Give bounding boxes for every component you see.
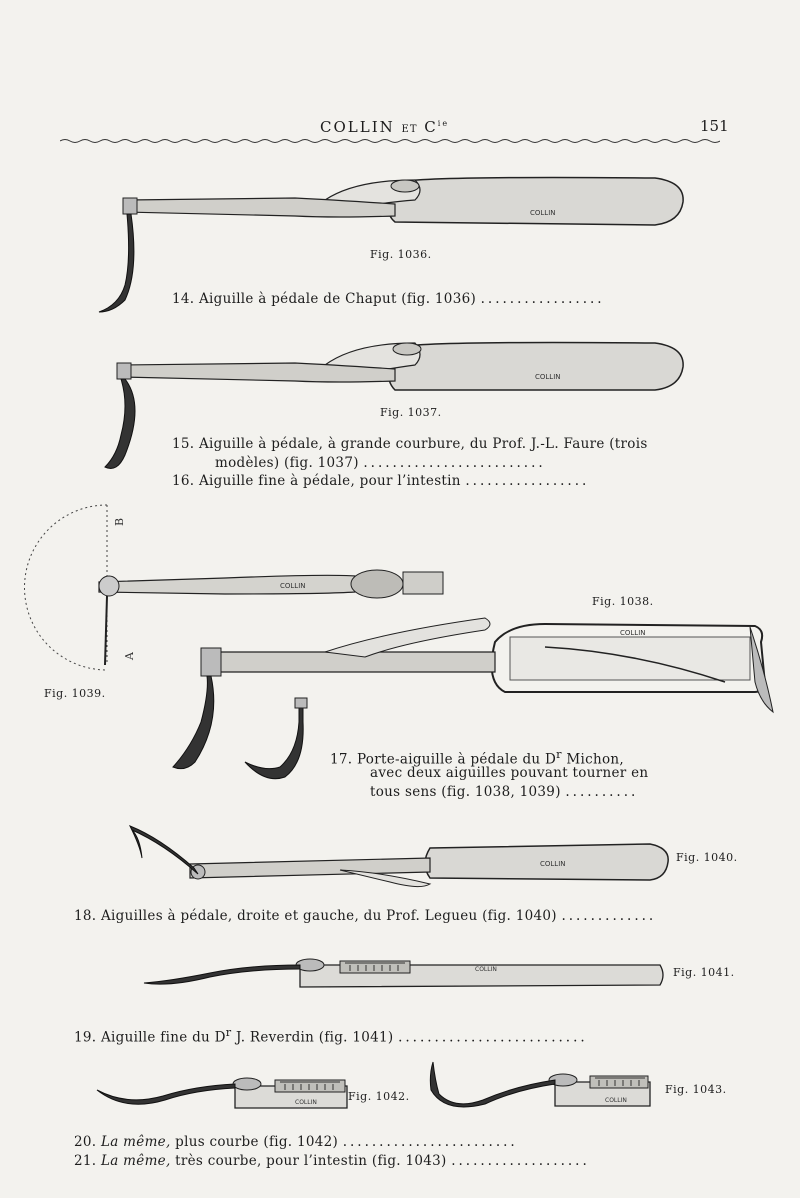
item-17-text1-end: Michon, <box>566 751 625 768</box>
item-15-text1: Aiguille à pédale, à grande courbure, du Prof. J.-L. Faure (trois <box>198 436 648 452</box>
item-21-dots: ................... <box>451 1153 590 1169</box>
fig-1036-engraving: COLLIN <box>530 209 556 217</box>
fig-1043-instrument <box>425 1060 655 1115</box>
item-20-num: 20. <box>74 1134 97 1150</box>
item-18-dots: ............. <box>561 908 657 924</box>
fig-1036-caption: Fig. 1036. <box>370 248 432 261</box>
item-14 <box>172 291 605 308</box>
item-20 <box>74 1134 518 1151</box>
item-16-text: Aiguille fine à pédale, pour l’intestin <box>198 473 461 489</box>
fig-1039-label-a: A <box>123 652 136 660</box>
fig-1040-instrument <box>120 818 680 898</box>
item-19-text-b: J. Reverdin (fig. 1041) <box>236 1029 394 1046</box>
item-17-line2: avec deux aiguilles pouvant tourner en <box>370 765 649 781</box>
fig-1040-engraving: COLLIN <box>540 860 566 868</box>
fig-1041-engraving: COLLIN <box>475 966 497 973</box>
fig-1038-caption: Fig. 1038. <box>592 595 654 608</box>
fig-1043-engraving: COLLIN <box>605 1097 627 1104</box>
item-16-dots: ................. <box>465 473 590 489</box>
item-17-text3: tous sens (fig. 1038, 1039) <box>370 784 561 800</box>
item-15-line1 <box>172 436 648 453</box>
item-19-sup: r <box>225 1026 232 1039</box>
fig-1043-caption: Fig. 1043. <box>665 1083 727 1096</box>
item-18-text: Aiguilles à pédale, droite et gauche, du Prof. Legueu (fig. 1040) <box>100 908 557 924</box>
page-number: 151 <box>700 117 729 135</box>
item-21 <box>74 1153 590 1170</box>
item-21-italic: La même, <box>100 1153 171 1169</box>
item-17-dots: .......... <box>565 784 639 800</box>
fig-1039-label-b: B <box>113 517 126 526</box>
item-16 <box>172 473 589 490</box>
fig-1041-instrument <box>140 955 670 1000</box>
item-20-italic: La même, <box>100 1134 171 1150</box>
item-18 <box>74 908 656 925</box>
item-18-num: 18. <box>74 908 97 924</box>
fig-1041-caption: Fig. 1041. <box>673 966 735 979</box>
header-rule <box>60 136 720 146</box>
fig-1039-engraving: COLLIN <box>280 582 306 590</box>
item-16-num: 16. <box>172 473 195 489</box>
item-17-line3 <box>370 784 638 801</box>
item-20-dots: ........................ <box>342 1134 518 1150</box>
fig-1042-instrument <box>95 1070 355 1115</box>
item-15-dots: ......................... <box>363 455 546 471</box>
item-21-num: 21. <box>74 1153 97 1169</box>
item-19-text-a: Aiguille fine du D <box>100 1029 226 1046</box>
fig-1039-caption: Fig. 1039. <box>44 687 106 700</box>
item-15-line2 <box>215 455 546 472</box>
item-19 <box>74 1024 588 1047</box>
item-14-text: Aiguille à pédale de Chaput (fig. 1036) <box>198 291 477 307</box>
fig-1042-engraving: COLLIN <box>295 1099 317 1106</box>
fig-1037-engraving: COLLIN <box>535 373 561 381</box>
fig-1042-caption: Fig. 1042. <box>348 1090 410 1103</box>
item-19-num: 19. <box>74 1029 97 1046</box>
item-17-text1: Porte-aiguille à pédale du D <box>356 751 557 768</box>
fig-1037-caption: Fig. 1037. <box>380 406 442 419</box>
item-21-text: très courbe, pour l’intestin (fig. 1043) <box>175 1153 447 1169</box>
item-15-text2: modèles) (fig. 1037) <box>215 455 359 471</box>
header-et: ET <box>401 124 418 135</box>
running-header <box>320 118 449 136</box>
header-c: C <box>424 118 438 136</box>
item-19-dots: .......................... <box>398 1029 588 1046</box>
item-17-num: 17. <box>330 751 353 768</box>
header-c-sup: ie <box>437 119 450 128</box>
item-14-dots: ................. <box>480 291 605 307</box>
item-17-sup: r <box>556 748 562 761</box>
header-collin: COLLIN <box>320 118 395 136</box>
item-14-num: 14. <box>172 291 195 307</box>
fig-1040-caption: Fig. 1040. <box>676 851 738 864</box>
fig-1038-engraving: COLLIN <box>620 629 646 637</box>
item-15-num: 15. <box>172 436 195 452</box>
item-20-text: plus courbe (fig. 1042) <box>175 1134 339 1150</box>
